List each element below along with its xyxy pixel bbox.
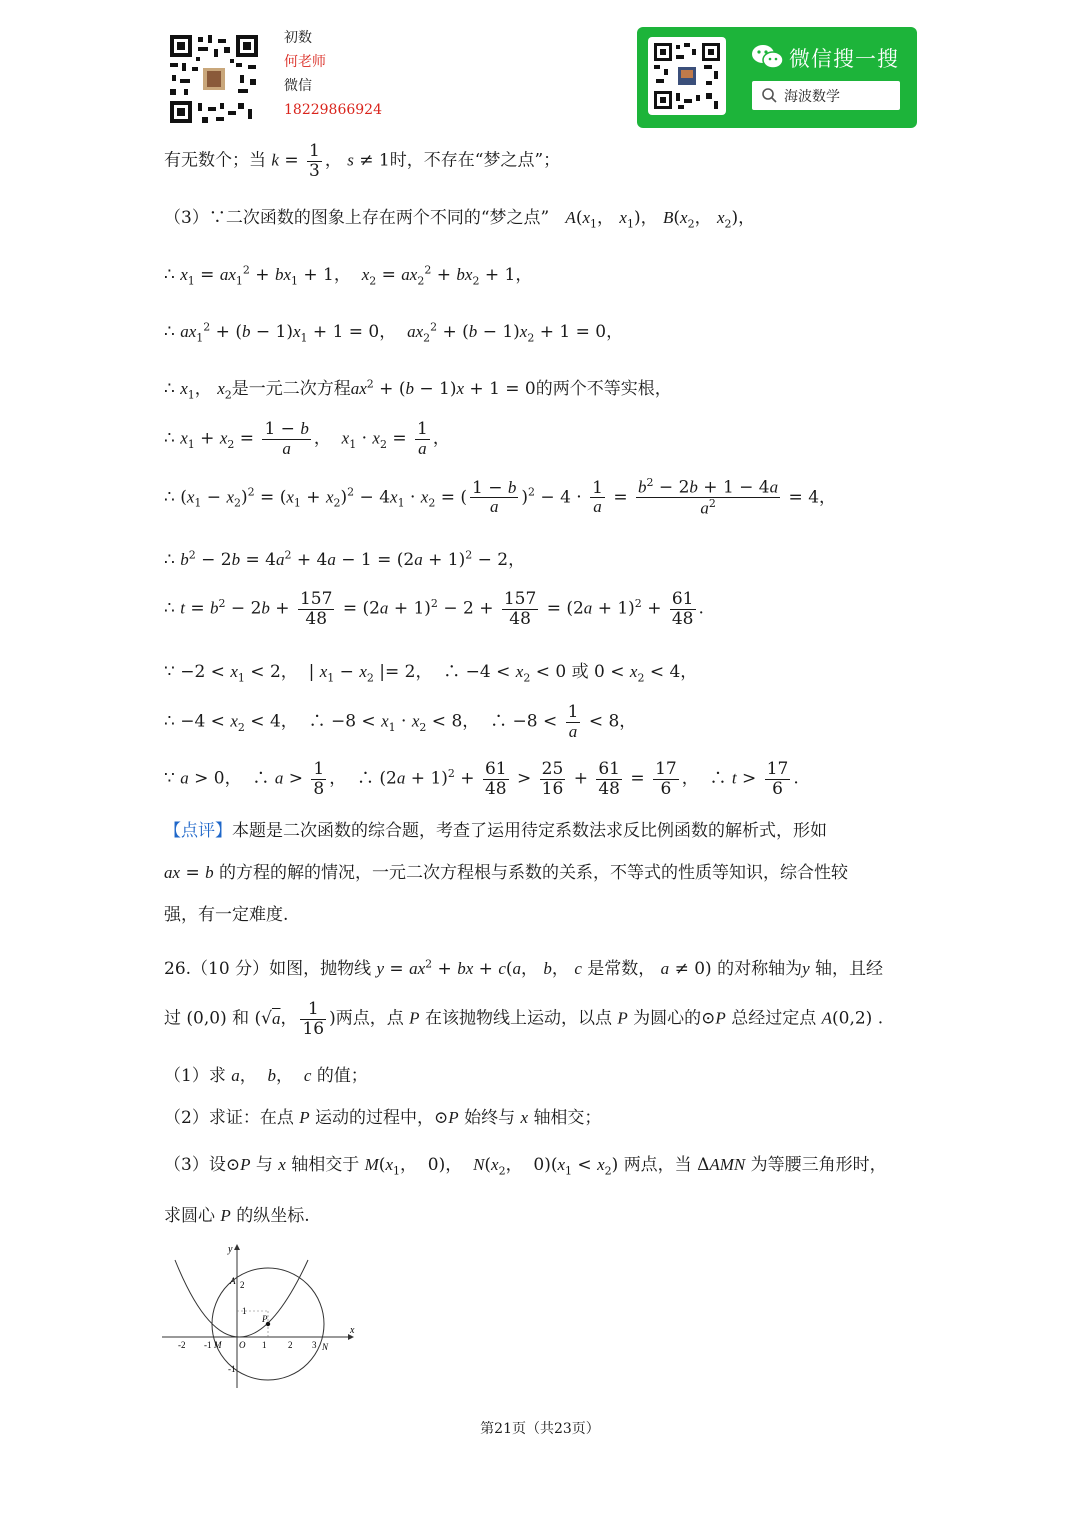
problem-text: 轴，且经 (815, 959, 884, 979)
solution-line-3: ∴ $x_1 = ax_1^2 + bx_1 + 1$， $x_2 = ax_2^2 + bx_2 + 1$， (164, 263, 533, 288)
problem-text: 为圆心的⊙ (633, 1008, 716, 1029)
problem-26-q2: （2）求证：在点 P 运动的过程中，⊙P 始终与 x 轴相交； (164, 1108, 602, 1128)
tick-label-x: 3 (312, 1340, 317, 1350)
solution-line-9: ∴ $t = b^2 - 2b$ + $\frac{157}{48}$ = $(2a + 1)^2 - 2$ + $\frac{157}{48}$ = $(2a + 1)^2$ + $\frac{61}{48}$ . (164, 589, 704, 629)
problem-text: 的值； (316, 1066, 368, 1086)
problem-26-line-1: 26.（10 分）如图，抛物线 $y = ax^2$ + bx + c(a， b， c 是常数， a ≠ 0) 的对称轴为y 轴，且经 (164, 957, 884, 979)
axis-label-x: x (350, 1325, 355, 1336)
solution-text: 是一元二次方程 (231, 379, 351, 399)
problem-text: 求圆心 (164, 1206, 215, 1226)
review-paragraph: 【点评】本题是二次函数的综合题，考查了运用待定系数法求反比例函数的解析式，形如 ax = b 的方程的解的情况，一元二次方程根与系数的关系，不等式的性质等知识，综合性较 强，有一定难度. (164, 810, 920, 936)
point-label-o: O (239, 1340, 246, 1350)
problem-text: （3）设⊙ (164, 1155, 241, 1175)
tick-label-x: 2 (288, 1340, 293, 1350)
problem-text: 在该抛物线上运动，以点 (424, 1008, 612, 1029)
problem-text: 是常数， (587, 959, 656, 979)
problem-text: （2）求证：在点 (164, 1108, 294, 1128)
problem-text: 总经过定点 (731, 1008, 817, 1029)
header-line-subject: 初数 (284, 30, 312, 46)
wechat-logo-icon (751, 43, 785, 75)
problem-text: 始终与 (464, 1108, 516, 1128)
problem-text: 26.（10 分）如图，抛物线 (164, 959, 372, 979)
solution-line-8: ∴ $b^2 - 2b = 4a^2 + 4a - 1 = (2a + 1)^2 - 2$， (164, 548, 526, 570)
problem-text: 两点，点 (335, 1008, 404, 1029)
wechat-qr-code (648, 37, 726, 115)
solution-text: （3）∵二次函数的图象上存在两个不同的“梦之点” (164, 208, 550, 228)
point-label-m: M (214, 1340, 222, 1350)
y-axis-arrow-icon (234, 1244, 240, 1250)
header-qr-code (168, 33, 260, 125)
solution-line-12: ∵ a > 0， ∴ a > $\frac{1}{8}$ ， ∴ $(2a + 1)^2$ + $\frac{61}{48}$ > $\frac{25}{16}$ + $\frac{61}{48}$ = $\frac{17}{6}$ ， ∴ t > $\frac{17}{6}$ . (164, 759, 799, 799)
solution-line-10: ∵ $-2 < x_1 < 2$， | $x_1 - x_2$ |= 2， ∴ $-4 < x_2 < 0$ 或 $0 < x_2 < 4$， (164, 662, 698, 685)
solution-text: 或 (571, 662, 589, 682)
problem-26-line-2: 过 (0,0) 和 (√a， $\frac{1}{16}$ )两点，点 P 在该抛物线上运动，以点 P 为圆心的⊙P 总经过定点 A(0,2) . (164, 999, 884, 1039)
problem-text: 与 (255, 1155, 273, 1175)
solution-line-4: ∴ $ax_1^2 + (b - 1)x_1 + 1 = 0$， $ax_2^2 + (b - 1)x_2 + 1 = 0$， (164, 320, 624, 345)
tick-label-x: -1 (204, 1340, 212, 1350)
problem-text: 两点，当 (623, 1155, 692, 1175)
search-icon (761, 87, 778, 104)
tick-label-y: 2 (240, 1280, 245, 1290)
problem-text: 的对称轴为 (717, 959, 803, 979)
problem-text: 的纵坐标. (236, 1206, 310, 1226)
review-text: 的方程的解的情况，一元二次方程根与系数的关系，不等式的性质等知识，综合性较 (219, 863, 849, 883)
problem-26-q1: （1）求 a， b， c 的值； (164, 1066, 368, 1086)
solution-line-6: ∴ $x_1 + x_2$ = $\frac{1 - b}{a}$ ， $x_1 \cdot x_2$ = $\frac{1}{a}$ ， (164, 419, 450, 458)
solution-text: 时，不存在“梦之点”； (389, 150, 561, 171)
parabola-circle-figure (160, 1240, 360, 1390)
tick-label-x: -2 (178, 1340, 186, 1350)
problem-26-q3-line2: 求圆心 P 的纵坐标. (164, 1206, 310, 1226)
header-contact-block (284, 26, 382, 122)
solution-line-2: （3）∵二次函数的图象上存在两个不同的“梦之点” $A(x_1$， $x_1$)， $B(x_2$， $x_2$)， (164, 208, 756, 231)
review-text: 强，有一定难度. (164, 905, 289, 925)
figure-svg (160, 1240, 360, 1390)
solution-line-5: ∴ $x_1$， $x_2$是一元二次方程$ax^2 + (b - 1)x + 1 = 0$的两个不等实根， (164, 377, 672, 402)
header-line-wechat: 微信 (284, 78, 312, 94)
problem-text: 和 (232, 1008, 250, 1029)
problem-text: 运动的过程中，⊙ (315, 1108, 449, 1128)
problem-26-q3: （3）设⊙P 与 x 轴相交于 $M(x_1$， 0)， $N(x_2$， $0)(x_1 < x_2)$ 两点，当 ΔAMN 为等腰三角形时， (164, 1155, 887, 1178)
wechat-search-title: 微信搜一搜 (789, 47, 899, 71)
solution-line-7: ∴ $(x_1 - x_2)^2 = (x_1 + x_2)^2 - 4x_1 \cdot x_2$ = ( $\frac{1 - b}{a}$ )$^2$ − 4 · $\frac{1}{a}$ = $\frac{b^2 - 2b + 1 - 4a}{a^2}$ = 4， (164, 476, 837, 518)
wechat-search-card (637, 27, 917, 128)
solution-text: 的两个不等实根， (535, 379, 672, 399)
point-label-p: P (262, 1314, 268, 1324)
problem-text: 为等腰三角形时， (750, 1155, 887, 1175)
wechat-search-box[interactable] (752, 81, 900, 110)
problem-text: （1）求 (164, 1066, 226, 1086)
tick-label-x: 1 (262, 1340, 267, 1350)
point-label-a: A (230, 1276, 236, 1286)
solution-line-11: ∴ $-4 < x_2 < 4$， ∴ $-8 < x_1 \cdot x_2 < 8$， ∴ −8 < $\frac{1}{a}$ < 8， (164, 702, 637, 741)
page-number: 第21页（共23页） (480, 1421, 600, 1437)
solution-line-1: 有无数个；当 k = $\frac{1}{3}$ ， s ≠ 1时，不存在“梦之点”； (164, 141, 561, 181)
header-line-phone: 18229866924 (284, 102, 382, 118)
tick-label-y: -1 (228, 1364, 236, 1374)
solution-text: 有无数个；当 (164, 150, 266, 171)
problem-text: 轴相交； (533, 1108, 602, 1128)
point-label-n: N (322, 1342, 329, 1352)
problem-text: 轴相交于 (291, 1155, 360, 1175)
qr-code-icon (648, 37, 726, 115)
axis-label-y: y (228, 1244, 233, 1255)
review-label: 【点评】 (164, 821, 232, 841)
tick-label-y: 1 (242, 1306, 247, 1316)
header-line-teacher: 何老师 (284, 54, 326, 70)
problem-text: 过 (164, 1008, 181, 1029)
review-text: 本题是二次函数的综合题，考查了运用待定系数法求反比例函数的解析式，形如 (232, 821, 827, 841)
wechat-search-text: 海波数学 (784, 89, 840, 105)
qr-code-icon (168, 33, 260, 125)
